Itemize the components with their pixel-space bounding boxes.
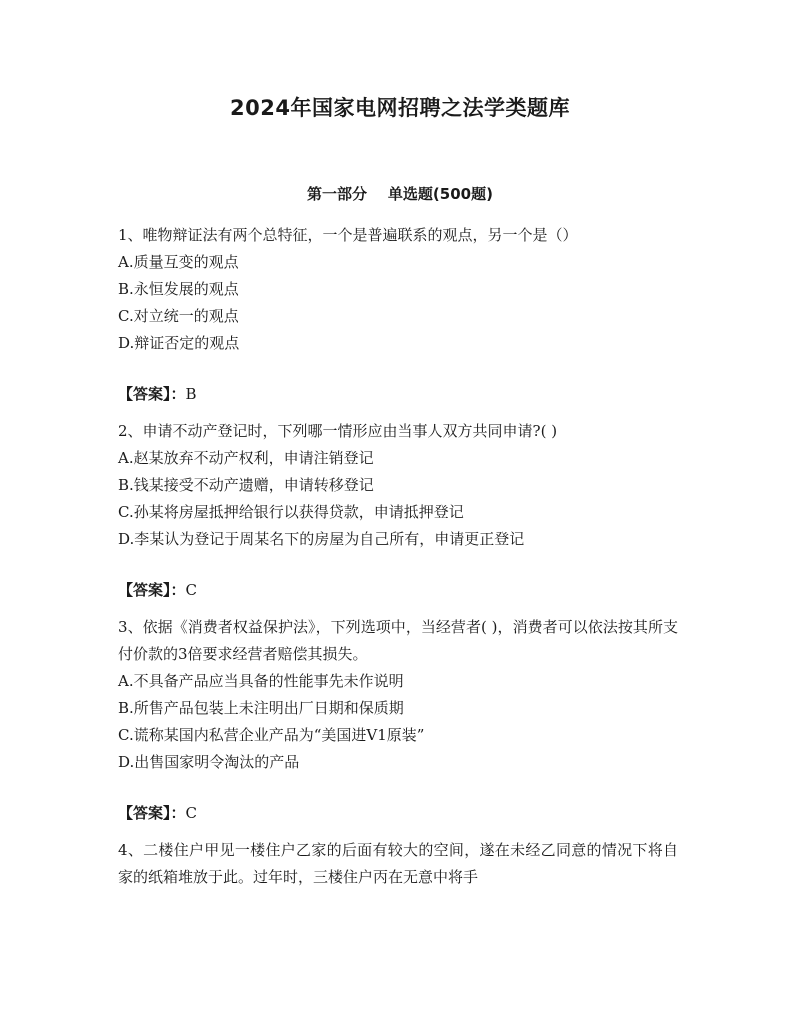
question-stem: 2、申请不动产登记时，下列哪一情形应由当事人双方共同申请?( ) — [118, 422, 558, 440]
answer-label: 【答案】： — [118, 581, 186, 599]
option-c: C.对立统一的观点 — [118, 307, 239, 325]
answer-line — [118, 381, 678, 408]
question-4 — [118, 837, 678, 891]
answer-label: 【答案】： — [118, 804, 186, 822]
option-a: A.赵某放弃不动产权利，申请注销登记 — [118, 449, 374, 467]
option-c: C.谎称某国内私营企业产品为“美国进V1原装” — [118, 726, 425, 744]
option-b: B.所售产品包装上未注明出厂日期和保质期 — [118, 699, 404, 717]
section-title: 第一部分 单选题(500题) — [307, 185, 493, 203]
question-stem: 3、依据《消费者权益保护法》，下列选项中，当经营者( )，消费者可以依法按其所支付价款的3倍要求经营者赔偿其损失。 — [118, 618, 678, 663]
answer-label: 【答案】： — [118, 385, 186, 403]
option-a: A.质量互变的观点 — [118, 253, 239, 271]
option-a: A.不具备产品应当具备的性能事先未作说明 — [118, 672, 404, 690]
question-2 — [118, 418, 678, 604]
option-d: D.出售国家明令淘汰的产品 — [118, 753, 300, 771]
answer-line — [118, 800, 678, 827]
option-d: D.李某认为登记于周某名下的房屋为自己所有，申请更正登记 — [118, 530, 525, 548]
question-list — [118, 222, 678, 891]
question-3 — [118, 614, 678, 827]
answer-line — [118, 577, 678, 604]
option-d: D.辩证否定的观点 — [118, 334, 240, 352]
option-b: B.永恒发展的观点 — [118, 280, 239, 298]
answer-value: C — [185, 581, 197, 599]
answer-value: B — [185, 385, 197, 403]
question-stem: 4、二楼住户甲见一楼住户乙家的后面有较大的空间，遂在未经乙同意的情况下将自家的纸箱堆放于此。过年时，三楼住户丙在无意中将手 — [118, 841, 678, 886]
document-title: 2024年国家电网招聘之法学类题库 — [230, 96, 570, 120]
question-1 — [118, 222, 678, 408]
option-b: B.钱某接受不动产遗赠，申请转移登记 — [118, 476, 374, 494]
question-stem: 1、唯物辩证法有两个总特征，一个是普遍联系的观点，另一个是（） — [118, 226, 578, 244]
option-c: C.孙某将房屋抵押给银行以获得贷款，申请抵押登记 — [118, 503, 464, 521]
answer-value: C — [185, 804, 197, 822]
